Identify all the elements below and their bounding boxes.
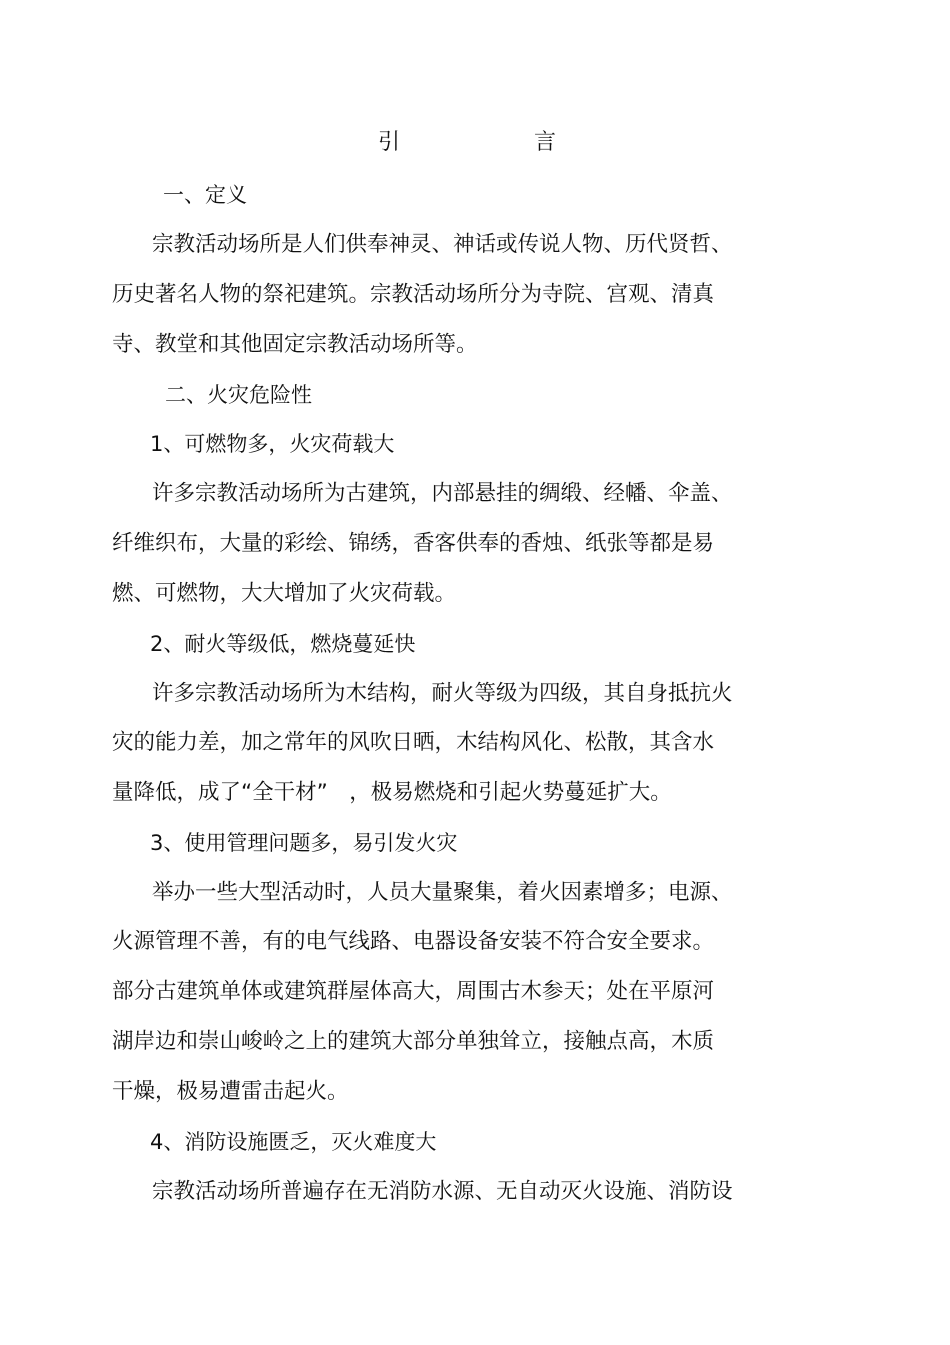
paragraph-line: 部分古建筑单体或建筑群屋体高大，周围古木参天；处在平原河: [112, 979, 715, 1004]
paragraph-line: 宗教活动场所是人们供奉神灵、神话或传说人物、历代贤哲、: [152, 232, 733, 257]
paragraph-line: 许多宗教活动场所为古建筑，内部悬挂的绸缎、经幡、伞盖、: [152, 481, 733, 506]
paragraph-line: 量降低，成了“全干材” ，极易燃烧和引起火势蔓延扩大。: [112, 780, 672, 805]
paragraph-line: 举办一些大型活动时，人员大量聚集，着火因素增多；电源、: [152, 880, 733, 905]
subheading-fire-resistance: 2、耐火等级低，燃烧蔓延快: [150, 632, 416, 656]
paragraph-line: 许多宗教活动场所为木结构，耐火等级为四级，其自身抵抗火: [152, 681, 733, 706]
paragraph-line: 火源管理不善，有的电气线路、电器设备安装不符合安全要求。: [112, 929, 715, 954]
paragraph-line: 纤维织布，大量的彩绘、锦绣，香客供奉的香烛、纸张等都是易: [112, 531, 715, 556]
subheading-combustibles: 1、可燃物多，火灾荷载大: [150, 432, 395, 456]
paragraph-line: 干燥，极易遭雷击起火。: [112, 1079, 349, 1104]
document-title: 引 言: [377, 130, 612, 155]
paragraph-line: 燃、可燃物，大大增加了火灾荷载。: [112, 581, 457, 606]
subheading-management: 3、使用管理问题多，易引发火灾: [150, 831, 458, 855]
section-heading-definition: 一、定义: [163, 183, 247, 207]
subheading-fire-facilities: 4、消防设施匮乏，灭火难度大: [150, 1130, 437, 1154]
paragraph-line: 湖岸边和崇山峻岭之上的建筑大部分单独耸立，接触点高，木质: [112, 1029, 715, 1054]
paragraph-line: 宗教活动场所普遍存在无消防水源、无自动灭火设施、消防设: [152, 1179, 733, 1204]
paragraph-line: 历史著名人物的祭祀建筑。宗教活动场所分为寺院、宫观、清真: [112, 282, 715, 307]
paragraph-line: 灾的能力差，加之常年的风吹日晒，木结构风化、松散，其含水: [112, 730, 715, 755]
paragraph-line: 寺、教堂和其他固定宗教活动场所等。: [112, 332, 478, 357]
section-heading-fire-hazard: 二、火灾危险性: [165, 383, 312, 407]
